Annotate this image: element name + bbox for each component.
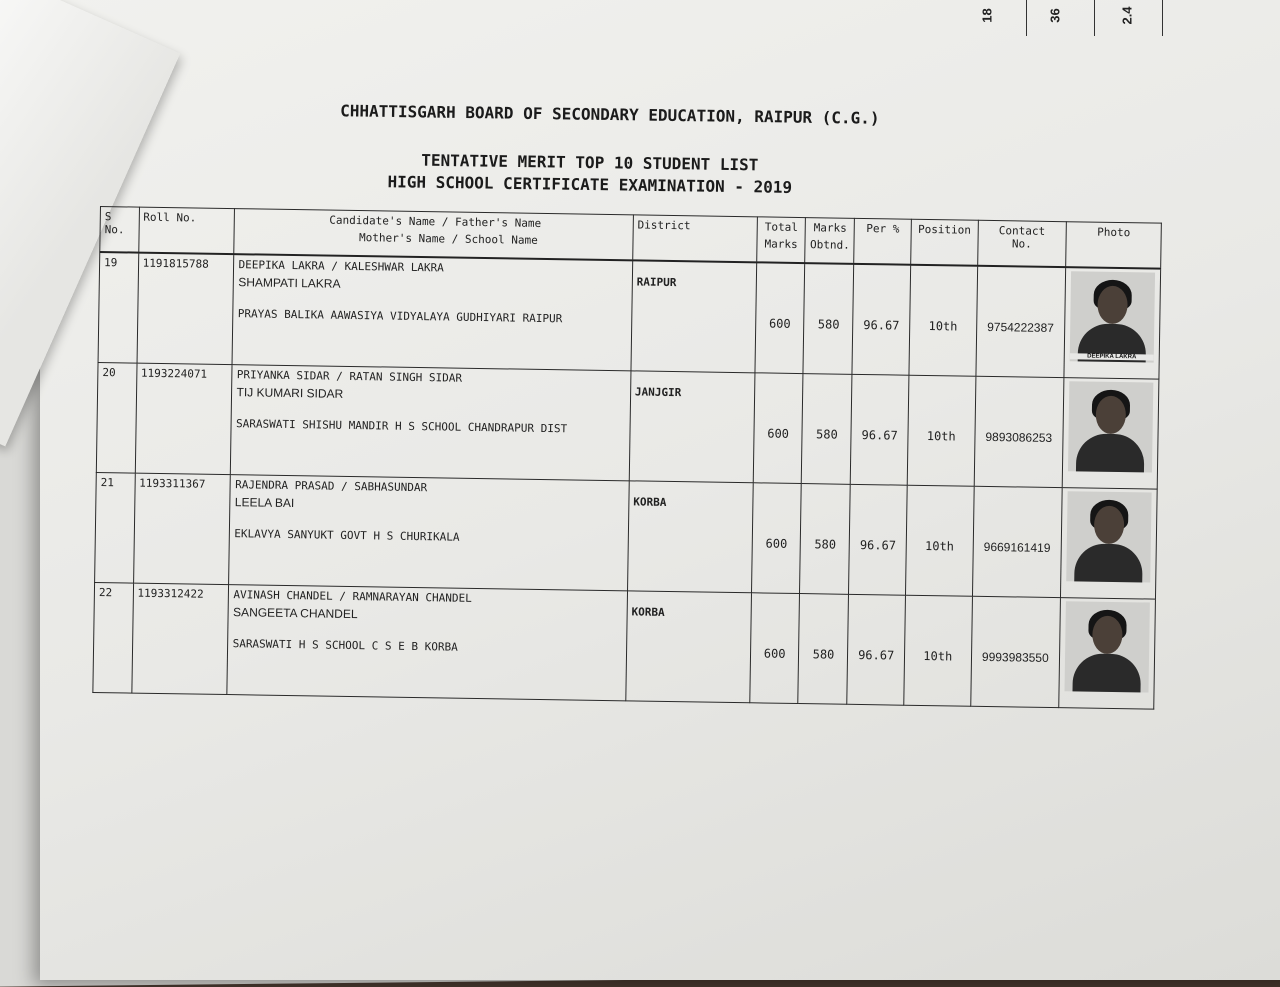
table-row [96,362,1159,489]
ruler-mark: 2.4 [1119,6,1135,25]
mother-name: SANGEETA CHANDEL [233,605,358,622]
position: 10th [907,375,975,486]
school-name: PRAYAS BALIKA AAWASIYA VIDYALAYA GUDHIYARI RAIPUR [237,307,563,326]
ruler-edge [980,0,1280,40]
photo-cell [1062,378,1159,489]
table-row [98,252,1161,379]
col-position: Position [911,219,978,266]
marks-obtained: 580 [802,374,853,485]
contact-no: 9893086253 [974,376,1064,487]
position: 10th [904,595,972,706]
col-roll-no: Roll No. [138,207,235,254]
serial-no: 21 [95,472,135,583]
candidate-cell [231,365,631,481]
ruler-mark: 18 [979,8,995,23]
candidate-father-name: RAJENDRA PRASAD / SABHASUNDAR [235,478,428,495]
roll-no: 1193224071 [135,363,233,474]
serial-no: 22 [93,582,133,693]
exam-title: HIGH SCHOOL CERTIFICATE EXAMINATION - 2019 [387,172,793,197]
position: 10th [905,485,973,596]
col-name-line2: Mother's Name / School Name [358,231,538,247]
col-contact: Contact No. [977,220,1066,267]
contact-no: 9669161419 [972,486,1062,597]
roll-no: 1193312422 [131,583,229,694]
student-photo [1064,601,1149,692]
candidate-father-name: PRIYANKA SIDAR / RATAN SINGH SIDAR [236,368,463,385]
col-serial-no: S No. [100,207,139,253]
candidate-cell [229,475,629,591]
student-photo [1068,381,1153,472]
roll-no: 1193311367 [133,473,231,584]
photo-cell [1064,267,1161,379]
list-title: TENTATIVE MERIT TOP 10 STUDENT LIST [421,150,759,175]
mother-name: LEELA BAI [234,495,295,511]
school-name: SARASWATI SHISHU MANDIR H S SCHOOL CHANDRAPUR DIST [235,417,568,436]
ruler-mark: 36 [1047,8,1063,23]
percent: 96.67 [851,374,909,485]
table-row [93,582,1156,709]
percent: 96.67 [849,484,907,595]
marks-obtained: 580 [798,594,849,705]
candidate-father-name: DEEPIKA LAKRA / KALESHWAR LAKRA [238,258,444,275]
marks-obtained: 580 [803,263,854,374]
serial-no: 20 [96,362,136,473]
photo-cell [1060,488,1157,599]
position: 10th [909,265,977,377]
total-marks: 600 [751,483,801,594]
col-district: District [633,215,758,262]
candidate-father-name: AVINASH CHANDEL / RAMNARAYAN CHANDEL [233,588,472,605]
serial-no: 19 [98,252,138,363]
district: KORBA [627,481,753,593]
roll-no: 1191815788 [137,253,235,365]
total-marks: 600 [750,593,800,704]
col-percent: Per % [854,218,911,264]
student-photo [1070,271,1155,362]
school-name: EKLAVYA SANYUKT GOVT H S CHURIKALA [234,527,460,544]
merit-table [92,206,1162,710]
col-candidate-name [234,209,633,261]
board-title: CHHATTISGARH BOARD OF SECONDARY EDUCATION, RAIPUR (C.G.) [340,101,880,128]
photo-caption: DEEPIKA LAKRA [1070,353,1154,360]
col-photo: Photo [1066,222,1162,269]
candidate-cell [233,254,633,371]
col-name-line1: Candidate's Name / Father's Name [329,213,542,230]
total-marks: 600 [753,373,803,484]
table-row [95,472,1158,599]
district: RAIPUR [631,260,757,372]
school-name: SARASWATI H S SCHOOL C S E B KORBA [232,637,458,654]
student-photo [1066,491,1151,582]
marks-obtained: 580 [800,484,851,595]
district: KORBA [626,591,752,703]
candidate-cell [227,585,627,701]
district: JANJGIR [629,371,755,483]
photo-cell [1059,598,1156,709]
mother-name: SHAMPATI LAKRA [238,275,341,291]
col-total-marks: Total Marks [756,217,805,263]
total-marks: 600 [755,262,805,373]
percent: 96.67 [847,594,905,705]
contact-no: 9993983550 [970,596,1060,707]
contact-no: 9754222387 [976,266,1066,378]
mother-name: TIJ KUMARI SIDAR [236,385,344,401]
col-marks-obtained: Marks Obtnd. [805,218,855,264]
percent: 96.67 [852,264,910,375]
